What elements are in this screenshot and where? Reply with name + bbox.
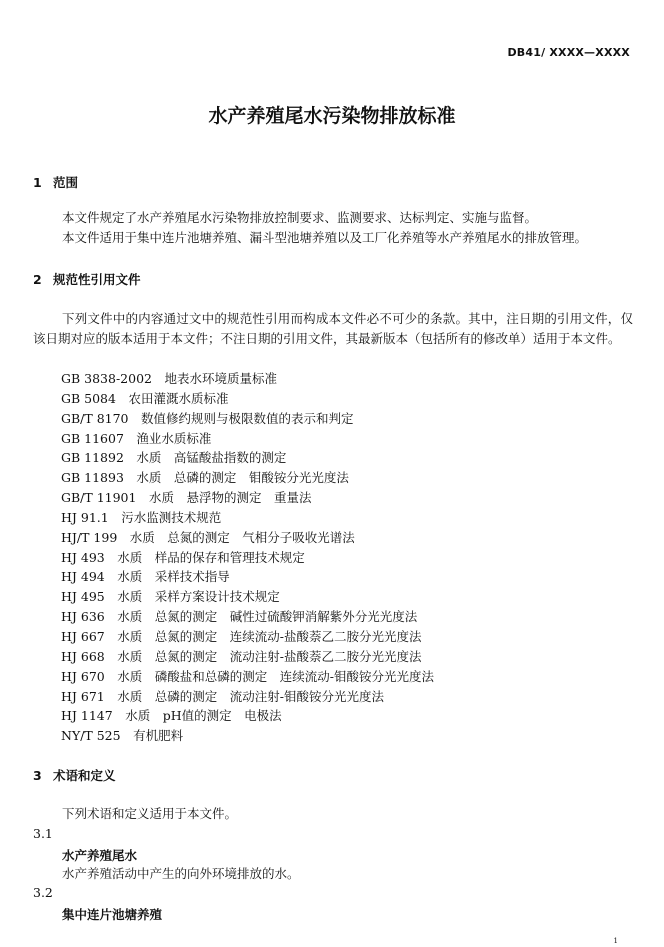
reference-item: HJ 494 水质 采样技术指导 bbox=[61, 569, 230, 585]
page-number: 1 bbox=[613, 937, 618, 945]
reference-item: HJ/T 199 水质 总氮的测定 气相分子吸收光谱法 bbox=[61, 529, 355, 545]
section-number: 2 bbox=[33, 272, 42, 287]
section-title: 规范性引用文件 bbox=[53, 272, 141, 287]
reference-item: HJ 493 水质 样品的保存和管理技术规定 bbox=[61, 549, 305, 565]
section-heading-scope bbox=[33, 173, 78, 191]
section-title: 术语和定义 bbox=[53, 768, 116, 783]
document-code: DB41/ XXXX—XXXX bbox=[507, 46, 630, 59]
term-definition: 水产养殖活动中产生的向外环境排放的水。 bbox=[62, 866, 300, 881]
reference-item: GB 3838-2002 地表水环境质量标准 bbox=[61, 371, 277, 386]
scope-paragraph-2: 本文件适用于集中连片池塘养殖、漏斗型池塘养殖以及工厂化养殖等水产养殖尾水的排放管理。 bbox=[62, 230, 588, 245]
reference-item: GB/T 11901 水质 悬浮物的测定 重量法 bbox=[61, 490, 312, 506]
reference-item: HJ 91.1 污水监测技术规范 bbox=[61, 509, 222, 525]
reference-item: GB/T 8170 数值修约规则与极限数值的表示和判定 bbox=[61, 410, 354, 426]
scope-paragraph-1: 本文件规定了水产养殖尾水污染物排放控制要求、监测要求、达标判定、实施与监督。 bbox=[62, 210, 538, 225]
reference-list bbox=[61, 369, 434, 746]
section-title: 范围 bbox=[53, 175, 79, 190]
reference-item: NY/T 525 有机肥料 bbox=[61, 728, 184, 744]
reference-item: HJ 1147 水质 pH值的测定 电极法 bbox=[61, 708, 282, 724]
reference-item: HJ 495 水质 采样方案设计技术规定 bbox=[61, 589, 280, 605]
reference-item: HJ 670 水质 磷酸盐和总磷的测定 连续流动-钼酸铵分光光度法 bbox=[61, 668, 434, 684]
term-name: 水产养殖尾水 bbox=[62, 848, 138, 863]
normative-refs-intro: 下列文件中的内容通过文中的规范性引用而构成本文件必不可少的条款。其中，注日期的引用文件，仅该日期对应的版本适用于本文件；不注日期的引用文件，其最新版本（包括所有的修改单）适用于本文件。 bbox=[33, 311, 633, 346]
reference-item: HJ 667 水质 总氮的测定 连续流动-盐酸萘乙二胺分光光度法 bbox=[61, 628, 422, 644]
section-number: 1 bbox=[33, 175, 42, 190]
reference-item: HJ 668 水质 总氮的测定 流动注射-盐酸萘乙二胺分光光度法 bbox=[61, 648, 422, 664]
term-number: 3.1 bbox=[33, 826, 53, 841]
reference-item: HJ 671 水质 总磷的测定 流动注射-钼酸铵分光光度法 bbox=[61, 688, 384, 704]
terms-intro: 下列术语和定义适用于本文件。 bbox=[62, 806, 238, 821]
section-heading-terms bbox=[33, 766, 116, 784]
term-name: 集中连片池塘养殖 bbox=[62, 907, 163, 922]
section-heading-normative-refs bbox=[33, 270, 141, 288]
reference-item: GB 11893 水质 总磷的测定 钼酸铵分光光度法 bbox=[61, 470, 349, 486]
document-title: 水产养殖尾水污染物排放标准 bbox=[208, 105, 456, 127]
term-number: 3.2 bbox=[33, 885, 53, 900]
reference-item: GB 5084 农田灌溉水质标准 bbox=[61, 390, 229, 406]
reference-item: GB 11607 渔业水质标准 bbox=[61, 430, 212, 446]
section-number: 3 bbox=[33, 768, 42, 783]
reference-item: GB 11892 水质 高锰酸盐指数的测定 bbox=[61, 450, 287, 466]
reference-item: HJ 636 水质 总氮的测定 碱性过硫酸钾消解紫外分光光度法 bbox=[61, 609, 418, 625]
